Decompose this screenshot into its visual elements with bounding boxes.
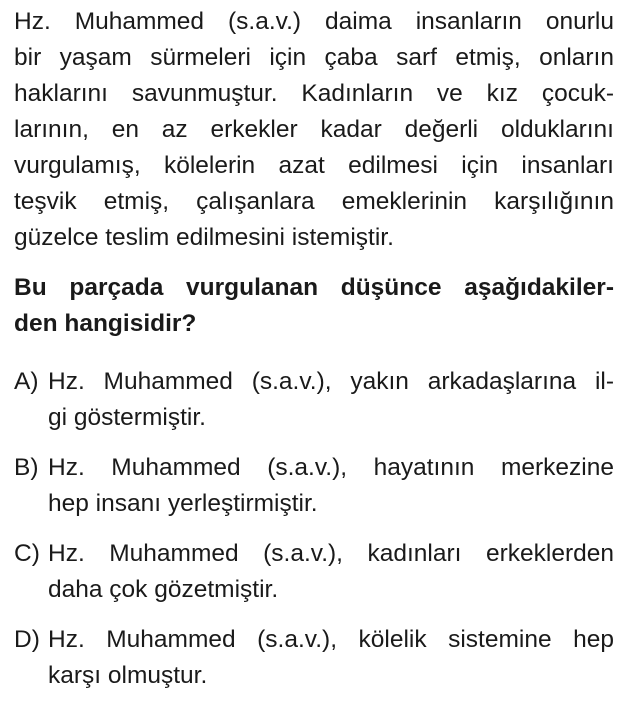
option-d[interactable] <box>14 622 614 694</box>
option-a[interactable] <box>14 364 614 436</box>
passage-line: güzelce teslim edilmesini istemiştir. <box>14 224 394 251</box>
option-text <box>48 364 614 436</box>
option-letter: C) <box>14 540 40 567</box>
passage-line: bir yaşam sürmeleri için çaba sarf etmiş, onların <box>14 44 614 71</box>
option-text <box>48 622 614 694</box>
option-letter: B) <box>14 454 39 481</box>
passage-line: larının, en az erkekler kadar değerli olduklarını <box>14 116 614 143</box>
option-c[interactable] <box>14 536 614 608</box>
option-line: hep insanı yerleştirmiştir. <box>48 490 318 517</box>
option-letter: D) <box>14 626 40 653</box>
option-line: Hz. Muhammed (s.a.v.), kadınları erkeklerden <box>48 540 614 567</box>
option-b[interactable] <box>14 450 614 522</box>
question-line: Bu parçada vurgulanan düşünce aşağıdakiler- <box>14 274 614 301</box>
option-text <box>48 450 614 522</box>
option-line: gi göstermiştir. <box>48 404 206 431</box>
option-letter: A) <box>14 368 39 395</box>
option-line: daha çok gözetmiştir. <box>48 576 279 603</box>
passage-line: Hz. Muhammed (s.a.v.) daima insanların onurlu <box>14 8 614 35</box>
answer-options <box>14 364 614 694</box>
passage-line: vurgulamış, kölelerin azat edilmesi için insanları <box>14 152 614 179</box>
passage-paragraph <box>14 4 614 256</box>
option-text <box>48 536 614 608</box>
option-line: karşı olmuştur. <box>48 662 208 689</box>
question-stem <box>14 270 614 342</box>
passage-line: teşvik etmiş, çalışanlara emeklerinin karşılığının <box>14 188 614 215</box>
option-line: Hz. Muhammed (s.a.v.), kölelik sistemine hep <box>48 626 614 653</box>
option-line: Hz. Muhammed (s.a.v.), hayatının merkezine <box>48 454 614 481</box>
passage-line: haklarını savunmuştur. Kadınların ve kız çocuk- <box>14 80 614 107</box>
option-line: Hz. Muhammed (s.a.v.), yakın arkadaşlarına il- <box>48 368 614 395</box>
question-page <box>14 4 614 708</box>
question-line: den hangisidir? <box>14 310 197 337</box>
